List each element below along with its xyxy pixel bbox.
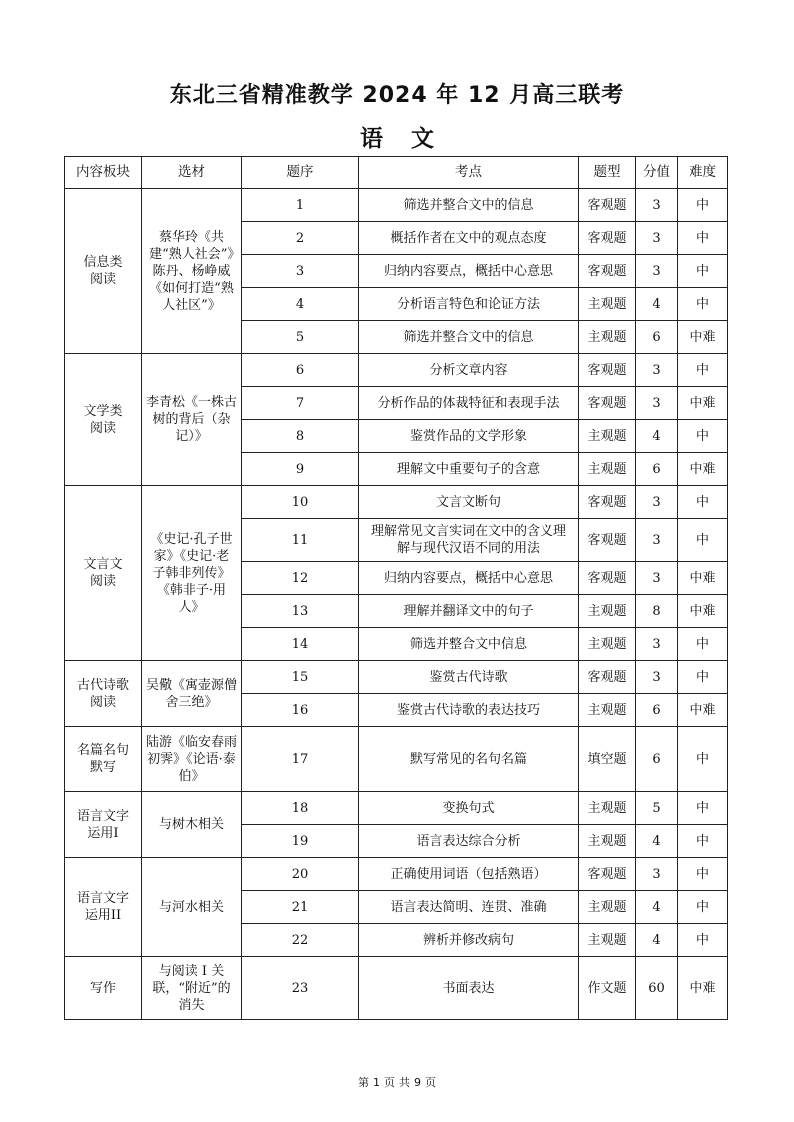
- type-cell: 客观题: [579, 661, 636, 694]
- subject-char-1: 语: [360, 126, 383, 152]
- section-cell: 文言文阅读: [65, 486, 142, 661]
- point-cell: 鉴赏古代诗歌: [359, 661, 579, 694]
- score-cell: 3: [636, 387, 678, 420]
- table-row: [65, 858, 728, 891]
- difficulty-cell: 中: [678, 420, 728, 453]
- type-cell: 主观题: [579, 825, 636, 858]
- header-section: 内容板块: [65, 157, 142, 189]
- number-cell: 4: [242, 288, 359, 321]
- score-cell: 8: [636, 595, 678, 628]
- table-row: [65, 727, 728, 792]
- number-cell: 17: [242, 727, 359, 792]
- point-cell: 书面表达: [359, 957, 579, 1020]
- page-title: 东北三省精准教学 2024 年 12 月高三联考: [169, 83, 625, 108]
- difficulty-cell: 中: [678, 255, 728, 288]
- material-cell: 与河水相关: [142, 858, 242, 957]
- difficulty-cell: 中: [678, 354, 728, 387]
- header-point: 考点: [359, 157, 579, 189]
- number-cell: 3: [242, 255, 359, 288]
- score-cell: 4: [636, 891, 678, 924]
- table-row: [65, 661, 728, 694]
- page-footer: [0, 1074, 794, 1090]
- score-cell: 6: [636, 694, 678, 727]
- difficulty-cell: 中: [678, 222, 728, 255]
- difficulty-cell: 中难: [678, 387, 728, 420]
- score-cell: 3: [636, 628, 678, 661]
- difficulty-cell: 中难: [678, 694, 728, 727]
- number-cell: 5: [242, 321, 359, 354]
- table-row: [65, 354, 728, 387]
- number-cell: 10: [242, 486, 359, 519]
- footer-page-unit: 页: [384, 1076, 395, 1089]
- difficulty-cell: 中: [678, 792, 728, 825]
- footer-page-label: 第: [358, 1076, 369, 1089]
- score-cell: 3: [636, 562, 678, 595]
- score-cell: 3: [636, 858, 678, 891]
- difficulty-cell: 中: [678, 858, 728, 891]
- number-cell: 18: [242, 792, 359, 825]
- score-cell: 6: [636, 453, 678, 486]
- exam-spec-table: [64, 156, 728, 1020]
- number-cell: 8: [242, 420, 359, 453]
- footer-total-label: 共: [399, 1076, 410, 1089]
- header-number: 题序: [242, 157, 359, 189]
- type-cell: 客观题: [579, 858, 636, 891]
- table-row: [65, 486, 728, 519]
- difficulty-cell: 中: [678, 727, 728, 792]
- material-cell: 蔡华玲《共建“熟人社会”》陈丹、杨峥威《如何打造“熟人社区”》: [142, 189, 242, 354]
- point-cell: 归纳内容要点，概括中心意思: [359, 562, 579, 595]
- score-cell: 6: [636, 321, 678, 354]
- point-cell: 分析作品的体裁特征和表现手法: [359, 387, 579, 420]
- point-cell: 分析语言特色和论证方法: [359, 288, 579, 321]
- number-cell: 14: [242, 628, 359, 661]
- footer-total-number: 9: [414, 1076, 421, 1089]
- point-cell: 理解文中重要句子的含意: [359, 453, 579, 486]
- difficulty-cell: 中: [678, 628, 728, 661]
- score-cell: 3: [636, 222, 678, 255]
- material-cell: 陆游《临安春雨初霁》《论语·泰伯》: [142, 727, 242, 792]
- difficulty-cell: 中难: [678, 595, 728, 628]
- type-cell: 主观题: [579, 694, 636, 727]
- type-cell: 主观题: [579, 453, 636, 486]
- difficulty-cell: 中: [678, 486, 728, 519]
- type-cell: 填空题: [579, 727, 636, 792]
- difficulty-cell: 中难: [678, 957, 728, 1020]
- section-cell: 古代诗歌阅读: [65, 661, 142, 727]
- section-cell: 文学类阅读: [65, 354, 142, 486]
- point-cell: 默写常见的名句名篇: [359, 727, 579, 792]
- footer-page-number: 1: [373, 1076, 380, 1089]
- table-row: [65, 957, 728, 1020]
- score-cell: 3: [636, 661, 678, 694]
- difficulty-cell: 中: [678, 288, 728, 321]
- type-cell: 主观题: [579, 924, 636, 957]
- type-cell: 客观题: [579, 387, 636, 420]
- point-cell: 理解并翻译文中的句子: [359, 595, 579, 628]
- point-cell: 分析文章内容: [359, 354, 579, 387]
- number-cell: 15: [242, 661, 359, 694]
- point-cell: 辨析并修改病句: [359, 924, 579, 957]
- number-cell: 20: [242, 858, 359, 891]
- point-cell: 语言表达简明、连贯、准确: [359, 891, 579, 924]
- score-cell: 4: [636, 825, 678, 858]
- point-cell: 筛选并整合文中的信息: [359, 321, 579, 354]
- score-cell: 6: [636, 727, 678, 792]
- section-cell: 信息类阅读: [65, 189, 142, 354]
- score-cell: 3: [636, 519, 678, 562]
- section-cell: 语言文字运用I: [65, 792, 142, 858]
- type-cell: 主观题: [579, 420, 636, 453]
- type-cell: 作文题: [579, 957, 636, 1020]
- type-cell: 主观题: [579, 595, 636, 628]
- type-cell: 主观题: [579, 792, 636, 825]
- type-cell: 主观题: [579, 288, 636, 321]
- number-cell: 19: [242, 825, 359, 858]
- subject-char-2: 文: [411, 126, 434, 152]
- table-row: [65, 189, 728, 222]
- number-cell: 9: [242, 453, 359, 486]
- number-cell: 13: [242, 595, 359, 628]
- score-cell: 4: [636, 420, 678, 453]
- material-cell: 李青松《一株古树的背后（杂记）》: [142, 354, 242, 486]
- type-cell: 主观题: [579, 321, 636, 354]
- difficulty-cell: 中: [678, 661, 728, 694]
- type-cell: 客观题: [579, 562, 636, 595]
- point-cell: 文言文断句: [359, 486, 579, 519]
- material-cell: 吴儆《寓壶源僧舍三绝》: [142, 661, 242, 727]
- number-cell: 12: [242, 562, 359, 595]
- number-cell: 16: [242, 694, 359, 727]
- section-cell: 语言文字运用II: [65, 858, 142, 957]
- point-cell: 变换句式: [359, 792, 579, 825]
- header-score: 分值: [636, 157, 678, 189]
- number-cell: 2: [242, 222, 359, 255]
- score-cell: 3: [636, 354, 678, 387]
- material-cell: 《史记·孔子世家》《史记·老子韩非列传》《韩非子·用人》: [142, 486, 242, 661]
- difficulty-cell: 中难: [678, 453, 728, 486]
- type-cell: 客观题: [579, 255, 636, 288]
- material-cell: 与阅读 I 关联，“附近”的消失: [142, 957, 242, 1020]
- difficulty-cell: 中难: [678, 562, 728, 595]
- score-cell: 60: [636, 957, 678, 1020]
- point-cell: 归纳内容要点，概括中心意思: [359, 255, 579, 288]
- number-cell: 1: [242, 189, 359, 222]
- score-cell: 3: [636, 255, 678, 288]
- type-cell: 客观题: [579, 189, 636, 222]
- section-cell: 名篇名句默写: [65, 727, 142, 792]
- point-cell: 鉴赏古代诗歌的表达技巧: [359, 694, 579, 727]
- subject-heading: [0, 120, 794, 153]
- header-row: [65, 157, 728, 189]
- header-type: 题型: [579, 157, 636, 189]
- score-cell: 4: [636, 288, 678, 321]
- difficulty-cell: 中难: [678, 321, 728, 354]
- score-cell: 4: [636, 924, 678, 957]
- point-cell: 筛选并整合文中信息: [359, 628, 579, 661]
- score-cell: 3: [636, 189, 678, 222]
- difficulty-cell: 中: [678, 891, 728, 924]
- point-cell: 理解常见文言实词在文中的含义理解与现代汉语不同的用法: [359, 519, 579, 562]
- footer-total-unit: 页: [425, 1076, 436, 1089]
- number-cell: 23: [242, 957, 359, 1020]
- header-material: 选材: [142, 157, 242, 189]
- point-cell: 概括作者在文中的观点态度: [359, 222, 579, 255]
- section-cell: 写作: [65, 957, 142, 1020]
- score-cell: 3: [636, 486, 678, 519]
- type-cell: 主观题: [579, 891, 636, 924]
- header-difficulty: 难度: [678, 157, 728, 189]
- type-cell: 客观题: [579, 222, 636, 255]
- number-cell: 6: [242, 354, 359, 387]
- type-cell: 客观题: [579, 354, 636, 387]
- number-cell: 7: [242, 387, 359, 420]
- point-cell: 语言表达综合分析: [359, 825, 579, 858]
- point-cell: 鉴赏作品的文学形象: [359, 420, 579, 453]
- type-cell: 客观题: [579, 519, 636, 562]
- number-cell: 11: [242, 519, 359, 562]
- type-cell: 客观题: [579, 486, 636, 519]
- difficulty-cell: 中: [678, 924, 728, 957]
- difficulty-cell: 中: [678, 519, 728, 562]
- score-cell: 5: [636, 792, 678, 825]
- point-cell: 筛选并整合文中的信息: [359, 189, 579, 222]
- number-cell: 21: [242, 891, 359, 924]
- difficulty-cell: 中: [678, 825, 728, 858]
- material-cell: 与树木相关: [142, 792, 242, 858]
- number-cell: 22: [242, 924, 359, 957]
- point-cell: 正确使用词语（包括熟语）: [359, 858, 579, 891]
- table-row: [65, 792, 728, 825]
- type-cell: 主观题: [579, 628, 636, 661]
- difficulty-cell: 中: [678, 189, 728, 222]
